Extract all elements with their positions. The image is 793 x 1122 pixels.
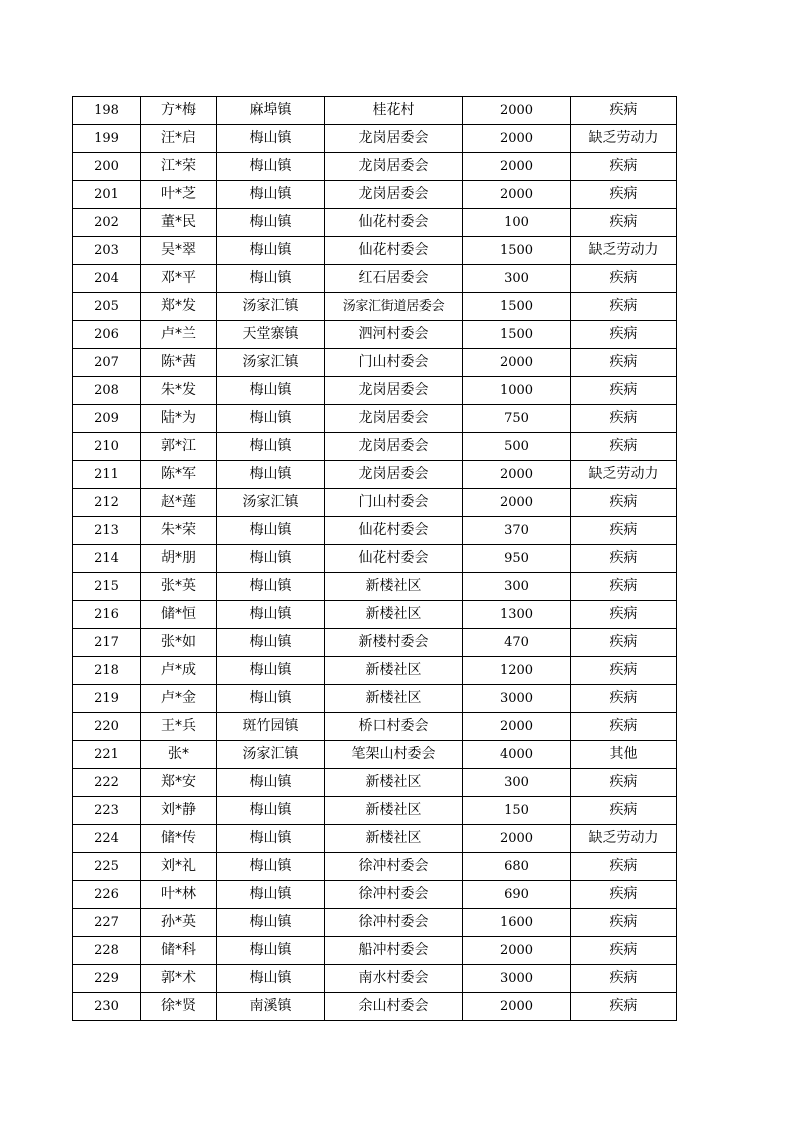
table-row	[73, 853, 677, 881]
cell-number: 202	[73, 209, 141, 237]
cell-number: 221	[73, 741, 141, 769]
cell-amount: 2000	[463, 461, 571, 489]
cell-village: 余山村委会	[325, 993, 463, 1021]
cell-amount: 300	[463, 769, 571, 797]
cell-number: 204	[73, 265, 141, 293]
table-row	[73, 629, 677, 657]
cell-village: 龙岗居委会	[325, 153, 463, 181]
cell-amount: 2000	[463, 125, 571, 153]
table-row	[73, 153, 677, 181]
cell-number: 225	[73, 853, 141, 881]
cell-reason: 疾病	[571, 321, 677, 349]
table-row	[73, 265, 677, 293]
cell-amount: 1300	[463, 601, 571, 629]
cell-amount: 1500	[463, 237, 571, 265]
cell-name: 朱*发	[141, 377, 217, 405]
cell-name: 董*民	[141, 209, 217, 237]
cell-village: 南水村委会	[325, 965, 463, 993]
table-row	[73, 405, 677, 433]
cell-number: 223	[73, 797, 141, 825]
cell-town: 梅山镇	[217, 825, 325, 853]
cell-name: 卢*成	[141, 657, 217, 685]
cell-town: 梅山镇	[217, 433, 325, 461]
cell-amount: 3000	[463, 965, 571, 993]
cell-town: 梅山镇	[217, 125, 325, 153]
cell-village: 新楼社区	[325, 797, 463, 825]
cell-amount: 300	[463, 265, 571, 293]
cell-amount: 500	[463, 433, 571, 461]
table-row	[73, 125, 677, 153]
cell-name: 刘*礼	[141, 853, 217, 881]
table-row	[73, 937, 677, 965]
cell-reason: 疾病	[571, 713, 677, 741]
cell-amount: 750	[463, 405, 571, 433]
cell-amount: 1000	[463, 377, 571, 405]
table-row	[73, 713, 677, 741]
table-row	[73, 769, 677, 797]
cell-number: 226	[73, 881, 141, 909]
table-row	[73, 517, 677, 545]
cell-town: 梅山镇	[217, 405, 325, 433]
cell-reason: 疾病	[571, 181, 677, 209]
cell-town: 梅山镇	[217, 181, 325, 209]
cell-village: 龙岗居委会	[325, 433, 463, 461]
cell-reason: 疾病	[571, 153, 677, 181]
cell-village: 龙岗居委会	[325, 181, 463, 209]
cell-reason: 疾病	[571, 657, 677, 685]
cell-reason: 疾病	[571, 377, 677, 405]
cell-town: 梅山镇	[217, 629, 325, 657]
cell-village: 徐冲村委会	[325, 909, 463, 937]
cell-village: 笔架山村委会	[325, 741, 463, 769]
cell-name: 郭*术	[141, 965, 217, 993]
cell-town: 梅山镇	[217, 937, 325, 965]
cell-amount: 470	[463, 629, 571, 657]
cell-number: 214	[73, 545, 141, 573]
table-row	[73, 349, 677, 377]
assistance-table	[72, 96, 677, 1021]
cell-reason: 疾病	[571, 601, 677, 629]
table-row	[73, 545, 677, 573]
cell-town: 汤家汇镇	[217, 741, 325, 769]
cell-village: 仙花村委会	[325, 237, 463, 265]
table-row	[73, 685, 677, 713]
cell-town: 麻埠镇	[217, 97, 325, 125]
cell-village: 新楼村委会	[325, 629, 463, 657]
table-row	[73, 321, 677, 349]
cell-name: 郑*发	[141, 293, 217, 321]
cell-reason: 疾病	[571, 209, 677, 237]
cell-number: 230	[73, 993, 141, 1021]
cell-village: 船冲村委会	[325, 937, 463, 965]
cell-name: 朱*荣	[141, 517, 217, 545]
cell-name: 叶*芝	[141, 181, 217, 209]
cell-village: 门山村委会	[325, 349, 463, 377]
cell-village: 龙岗居委会	[325, 377, 463, 405]
cell-amount: 1600	[463, 909, 571, 937]
cell-village: 龙岗居委会	[325, 461, 463, 489]
cell-name: 徐*贤	[141, 993, 217, 1021]
cell-village: 新楼社区	[325, 657, 463, 685]
cell-amount: 2000	[463, 713, 571, 741]
cell-amount: 100	[463, 209, 571, 237]
cell-number: 217	[73, 629, 141, 657]
cell-name: 叶*林	[141, 881, 217, 909]
cell-amount: 2000	[463, 349, 571, 377]
cell-town: 梅山镇	[217, 573, 325, 601]
cell-reason: 缺乏劳动力	[571, 125, 677, 153]
table-row	[73, 489, 677, 517]
cell-name: 郭*江	[141, 433, 217, 461]
cell-village: 汤家汇街道居委会	[325, 293, 463, 321]
cell-amount: 2000	[463, 153, 571, 181]
cell-village: 新楼社区	[325, 601, 463, 629]
cell-name: 王*兵	[141, 713, 217, 741]
table-row	[73, 209, 677, 237]
cell-reason: 疾病	[571, 349, 677, 377]
cell-village: 新楼社区	[325, 825, 463, 853]
cell-amount: 1500	[463, 321, 571, 349]
cell-number: 208	[73, 377, 141, 405]
cell-name: 张*如	[141, 629, 217, 657]
cell-town: 梅山镇	[217, 209, 325, 237]
cell-village: 新楼社区	[325, 685, 463, 713]
cell-village: 门山村委会	[325, 489, 463, 517]
cell-name: 储*恒	[141, 601, 217, 629]
table-row	[73, 293, 677, 321]
cell-reason: 疾病	[571, 853, 677, 881]
cell-village: 徐冲村委会	[325, 881, 463, 909]
cell-number: 218	[73, 657, 141, 685]
cell-town: 梅山镇	[217, 265, 325, 293]
cell-name: 邓*平	[141, 265, 217, 293]
cell-number: 207	[73, 349, 141, 377]
cell-town: 梅山镇	[217, 517, 325, 545]
table-row	[73, 573, 677, 601]
table-row	[73, 881, 677, 909]
cell-name: 刘*静	[141, 797, 217, 825]
cell-town: 梅山镇	[217, 153, 325, 181]
cell-town: 梅山镇	[217, 685, 325, 713]
table-row	[73, 181, 677, 209]
cell-name: 赵*莲	[141, 489, 217, 517]
table-row	[73, 993, 677, 1021]
cell-name: 胡*朋	[141, 545, 217, 573]
cell-town: 汤家汇镇	[217, 293, 325, 321]
cell-number: 211	[73, 461, 141, 489]
table-row	[73, 825, 677, 853]
cell-town: 梅山镇	[217, 461, 325, 489]
cell-name: 储*科	[141, 937, 217, 965]
table-row	[73, 965, 677, 993]
cell-town: 梅山镇	[217, 881, 325, 909]
cell-village: 徐冲村委会	[325, 853, 463, 881]
cell-reason: 疾病	[571, 797, 677, 825]
cell-name: 陆*为	[141, 405, 217, 433]
cell-amount: 2000	[463, 937, 571, 965]
cell-amount: 2000	[463, 993, 571, 1021]
cell-village: 泗河村委会	[325, 321, 463, 349]
cell-village: 龙岗居委会	[325, 125, 463, 153]
cell-name: 张*	[141, 741, 217, 769]
table-row	[73, 377, 677, 405]
cell-reason: 其他	[571, 741, 677, 769]
cell-number: 222	[73, 769, 141, 797]
cell-village: 仙花村委会	[325, 517, 463, 545]
cell-number: 206	[73, 321, 141, 349]
table-row	[73, 741, 677, 769]
table-body	[73, 97, 677, 1021]
cell-number: 201	[73, 181, 141, 209]
table-row	[73, 237, 677, 265]
cell-town: 梅山镇	[217, 797, 325, 825]
cell-reason: 疾病	[571, 769, 677, 797]
cell-reason: 疾病	[571, 909, 677, 937]
cell-name: 汪*启	[141, 125, 217, 153]
cell-town: 南溪镇	[217, 993, 325, 1021]
cell-amount: 2000	[463, 825, 571, 853]
cell-reason: 疾病	[571, 517, 677, 545]
cell-reason: 疾病	[571, 881, 677, 909]
cell-reason: 缺乏劳动力	[571, 237, 677, 265]
cell-town: 天堂寨镇	[217, 321, 325, 349]
cell-town: 梅山镇	[217, 965, 325, 993]
cell-reason: 疾病	[571, 685, 677, 713]
cell-amount: 370	[463, 517, 571, 545]
cell-reason: 疾病	[571, 993, 677, 1021]
cell-amount: 300	[463, 573, 571, 601]
cell-town: 梅山镇	[217, 909, 325, 937]
cell-reason: 疾病	[571, 405, 677, 433]
cell-number: 216	[73, 601, 141, 629]
cell-village: 仙花村委会	[325, 209, 463, 237]
cell-name: 储*传	[141, 825, 217, 853]
table-row	[73, 433, 677, 461]
cell-village: 桥口村委会	[325, 713, 463, 741]
cell-number: 224	[73, 825, 141, 853]
cell-village: 仙花村委会	[325, 545, 463, 573]
cell-amount: 2000	[463, 489, 571, 517]
cell-town: 梅山镇	[217, 769, 325, 797]
cell-town: 梅山镇	[217, 657, 325, 685]
cell-town: 梅山镇	[217, 853, 325, 881]
cell-number: 227	[73, 909, 141, 937]
cell-number: 228	[73, 937, 141, 965]
cell-town: 梅山镇	[217, 545, 325, 573]
cell-amount: 690	[463, 881, 571, 909]
cell-name: 江*荣	[141, 153, 217, 181]
cell-name: 孙*英	[141, 909, 217, 937]
cell-name: 陈*茜	[141, 349, 217, 377]
cell-amount: 1200	[463, 657, 571, 685]
cell-town: 汤家汇镇	[217, 349, 325, 377]
cell-village: 龙岗居委会	[325, 405, 463, 433]
cell-reason: 缺乏劳动力	[571, 461, 677, 489]
cell-name: 张*英	[141, 573, 217, 601]
cell-amount: 4000	[463, 741, 571, 769]
cell-number: 198	[73, 97, 141, 125]
cell-name: 卢*兰	[141, 321, 217, 349]
cell-amount: 2000	[463, 181, 571, 209]
cell-number: 205	[73, 293, 141, 321]
cell-town: 梅山镇	[217, 377, 325, 405]
table-row	[73, 461, 677, 489]
cell-reason: 疾病	[571, 433, 677, 461]
cell-reason: 疾病	[571, 97, 677, 125]
cell-number: 213	[73, 517, 141, 545]
cell-village: 新楼社区	[325, 769, 463, 797]
cell-town: 梅山镇	[217, 601, 325, 629]
cell-reason: 疾病	[571, 965, 677, 993]
cell-reason: 疾病	[571, 293, 677, 321]
cell-number: 200	[73, 153, 141, 181]
cell-amount: 2000	[463, 97, 571, 125]
cell-name: 吴*翠	[141, 237, 217, 265]
table-row	[73, 909, 677, 937]
cell-village: 新楼社区	[325, 573, 463, 601]
table-row	[73, 97, 677, 125]
cell-reason: 疾病	[571, 489, 677, 517]
cell-village: 红石居委会	[325, 265, 463, 293]
cell-number: 219	[73, 685, 141, 713]
cell-number: 203	[73, 237, 141, 265]
cell-number: 199	[73, 125, 141, 153]
cell-name: 卢*金	[141, 685, 217, 713]
cell-number: 215	[73, 573, 141, 601]
cell-number: 220	[73, 713, 141, 741]
cell-amount: 150	[463, 797, 571, 825]
table-row	[73, 657, 677, 685]
cell-amount: 3000	[463, 685, 571, 713]
cell-amount: 1500	[463, 293, 571, 321]
cell-town: 梅山镇	[217, 237, 325, 265]
cell-reason: 疾病	[571, 573, 677, 601]
cell-reason: 缺乏劳动力	[571, 825, 677, 853]
cell-number: 209	[73, 405, 141, 433]
cell-reason: 疾病	[571, 937, 677, 965]
table-row	[73, 601, 677, 629]
cell-amount: 680	[463, 853, 571, 881]
cell-reason: 疾病	[571, 629, 677, 657]
cell-name: 陈*军	[141, 461, 217, 489]
cell-town: 汤家汇镇	[217, 489, 325, 517]
cell-number: 210	[73, 433, 141, 461]
cell-number: 229	[73, 965, 141, 993]
cell-reason: 疾病	[571, 265, 677, 293]
cell-name: 方*梅	[141, 97, 217, 125]
cell-reason: 疾病	[571, 545, 677, 573]
cell-name: 郑*安	[141, 769, 217, 797]
cell-town: 斑竹园镇	[217, 713, 325, 741]
cell-number: 212	[73, 489, 141, 517]
table-row	[73, 797, 677, 825]
cell-amount: 950	[463, 545, 571, 573]
cell-village: 桂花村	[325, 97, 463, 125]
